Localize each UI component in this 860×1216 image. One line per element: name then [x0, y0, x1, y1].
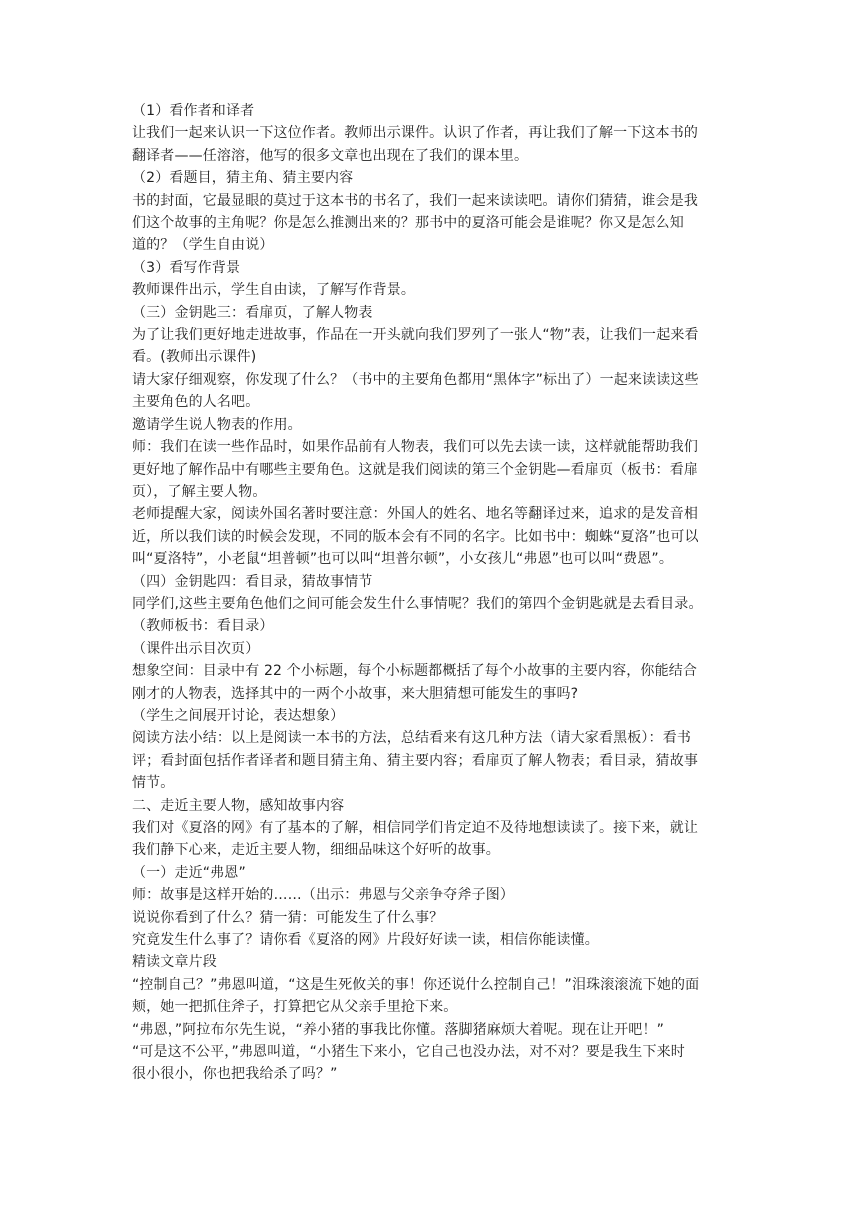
- text-line: （1）看作者和译者: [132, 103, 255, 119]
- text-line: （学生之间展开讨论，表达想象）: [132, 707, 345, 724]
- text-line: 请大家仔细观察，你发现了什么？（书中的主要角色都用“黑体字”标出了）一起来读读这些: [132, 371, 699, 388]
- text-line: 书的封面，它最显眼的莫过于这本书的书名了，我们一起来读读吧。请你们猜猜，谁会是我: [132, 192, 698, 209]
- text-line: 更好地了解作品中有哪些主要角色。这就是我们阅读的第三个金钥匙—看扉页（板书：看扉: [132, 461, 698, 478]
- text-line: 看。(教师出示课件): [132, 349, 257, 366]
- text-line: 叫“夏洛特”，小老鼠“坦普顿”也可以叫“坦普尔顿”，小女孩儿“弗恩”也可以叫“费恩”。: [132, 551, 673, 568]
- text-line: 阅读方法小结：以上是阅读一本书的方法，总结看来有这几种方法（请大家看黑板）：看书: [132, 730, 691, 747]
- text-line: 为了让我们更好地走进故事，作品在一开头就向我们罗列了一张人“物”表，让我们一起来看: [132, 327, 699, 344]
- document-body: [132, 100, 744, 1086]
- text-line: 老师提醒大家，阅读外国名著时要注意：外国人的姓名、地名等翻译过来，追求的是发音相: [132, 506, 698, 523]
- text-line: 教师课件出示，学生自由读，了解写作背景。: [132, 282, 415, 299]
- text-line: （一）走近“弗恩”: [132, 864, 246, 881]
- text-line: 道的？（学生自由说）: [132, 237, 274, 254]
- text-line: （2）看题目，猜主角、猜主要内容: [132, 170, 354, 187]
- text-line: 颊，她一把抓住斧子，打算把它从父亲手里抢下来。: [132, 999, 458, 1016]
- text-line: 师：故事是这样开始的……（出示：弗恩与父亲争夺斧子图）: [132, 887, 515, 904]
- text-line: 让我们一起来认识一下这位作者。教师出示课件。认识了作者，再让我们了解一下这本书的: [132, 125, 698, 142]
- text-line: （3）看写作背景: [132, 259, 241, 276]
- text-line: 二、走近主要人物，感知故事内容: [132, 797, 345, 814]
- text-line: 页），了解主要人物。: [132, 483, 267, 500]
- text-line: 我们静下心来，走近主要人物，细细品味这个好听的故事。: [132, 842, 500, 859]
- text-line: （四）金钥匙四：看目录，猜故事情节: [132, 573, 373, 590]
- text-line: （教师板书：看目录）: [132, 618, 274, 635]
- text-line: “控制自己？”弗恩叫道，“这是生死攸关的事！你还说什么控制自己！”泪珠滚滚流下她的面: [132, 976, 700, 993]
- text-line: 师：我们在读一些作品时，如果作品前有人物表，我们可以先去读一读，这样就能帮助我们: [132, 439, 698, 456]
- text-line: 很小很小，你也把我给杀了吗？”: [132, 1066, 338, 1083]
- text-line: 邀请学生说人物表的作用。: [132, 416, 302, 433]
- text-line: 翻译者——任溶溶，他写的很多文章也出现在了我们的课本里。: [132, 147, 529, 164]
- text-line: 究竟发生什么事了？请你看《夏洛的网》片段好好读一读，相信你能读懂。: [132, 932, 599, 949]
- text-line: 精读文章片段: [132, 954, 217, 971]
- text-line: 们这个故事的主角呢？你是怎么推测出来的？那书中的夏洛可能会是谁呢？你又是怎么知: [132, 215, 684, 232]
- text-line: 说说你看到了什么？猜一猜：可能发生了什么事？: [132, 909, 444, 926]
- text-line: （三）金钥匙三：看扉页，了解人物表: [132, 304, 373, 321]
- text-line: 刚才的人物表，选择其中的一两个小故事，来大胆猜想可能发生的事吗?: [132, 685, 579, 702]
- text-line: （课件出示目次页）: [132, 640, 260, 657]
- text-line: “可是这不公平，”弗恩叫道，“小猪生下来小，它自己也没办法，对不对？要是我生下来时: [132, 1044, 685, 1061]
- text-line: 近，所以我们读的时候会发现，不同的版本会有不同的名字。比如书中：蜘蛛“夏洛”也可以: [132, 528, 699, 545]
- text-line: 评；看封面包括作者译者和题目猜主角、猜主要内容；看扉页了解人物表；看目录，猜故事: [132, 752, 698, 769]
- text-line: 情节。: [132, 775, 175, 792]
- text-line: 我们对《夏洛的网》有了基本的了解，相信同学们肯定迫不及待地想读读了。接下来，就让: [132, 820, 698, 836]
- text-line: “弗恩，”阿拉布尔先生说，“养小猪的事我比你懂。落脚猪麻烦大着呢。现在让开吧！”: [132, 1021, 665, 1038]
- text-line: 同学们,这些主要角色他们之间可能会发生什么事情呢？我们的第四个金钥匙就是去看目录。: [132, 595, 703, 612]
- text-line: 想象空间：目录中有 22 个小标题，每个小标题都概括了每个小故事的主要内容，你能结合: [132, 663, 698, 680]
- text-line: 主要角色的人名吧。: [132, 394, 260, 411]
